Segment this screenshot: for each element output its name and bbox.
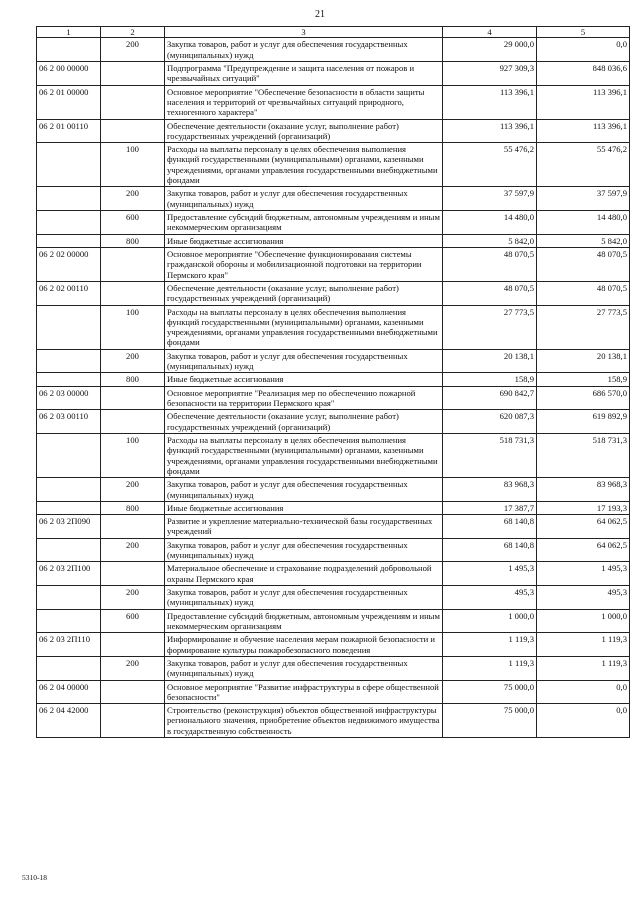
amount-col5: 158,9 bbox=[537, 373, 630, 386]
amount-col4: 927 309,3 bbox=[443, 61, 537, 85]
expense-type-code bbox=[101, 515, 165, 539]
table-row bbox=[37, 656, 630, 680]
expense-name: Закупка товаров, работ и услуг для обеспечения государственных (муниципальных) нужд bbox=[165, 38, 443, 62]
table-row bbox=[37, 501, 630, 514]
expense-type-code bbox=[101, 61, 165, 85]
target-article-code: 06 2 03 00110 bbox=[37, 410, 101, 434]
expense-name: Иные бюджетные ассигнования bbox=[165, 234, 443, 247]
amount-col5: 5 842,0 bbox=[537, 234, 630, 247]
amount-col4: 1 495,3 bbox=[443, 562, 537, 586]
table-row bbox=[37, 704, 630, 738]
expense-name: Закупка товаров, работ и услуг для обеспечения государственных (муниципальных) нужд bbox=[165, 478, 443, 502]
expense-name: Предоставление субсидий бюджетным, автономным учреждениям и иным некоммерческим организациям bbox=[165, 211, 443, 235]
amount-col4: 75 000,0 bbox=[443, 680, 537, 704]
expense-name: Закупка товаров, работ и услуг для обеспечения государственных (муниципальных) нужд bbox=[165, 586, 443, 610]
table-row bbox=[37, 85, 630, 119]
amount-col4: 68 140,8 bbox=[443, 515, 537, 539]
target-article-code bbox=[37, 478, 101, 502]
amount-col5: 55 476,2 bbox=[537, 143, 630, 187]
expense-type-code: 100 bbox=[101, 143, 165, 187]
amount-col4: 75 000,0 bbox=[443, 704, 537, 738]
table-row bbox=[37, 562, 630, 586]
target-article-code bbox=[37, 349, 101, 373]
amount-col5: 1 000,0 bbox=[537, 609, 630, 633]
amount-col4: 68 140,8 bbox=[443, 538, 537, 562]
expense-type-code bbox=[101, 281, 165, 305]
target-article-code: 06 2 00 00000 bbox=[37, 61, 101, 85]
expense-name: Закупка товаров, работ и услуг для обеспечения государственных (муниципальных) нужд bbox=[165, 187, 443, 211]
target-article-code bbox=[37, 433, 101, 477]
table-row bbox=[37, 586, 630, 610]
target-article-code: 06 2 03 2П100 bbox=[37, 562, 101, 586]
expense-type-code bbox=[101, 633, 165, 657]
table-row bbox=[37, 143, 630, 187]
expense-type-code: 100 bbox=[101, 433, 165, 477]
target-article-code: 06 2 02 00000 bbox=[37, 247, 101, 281]
target-article-code bbox=[37, 38, 101, 62]
table-row bbox=[37, 61, 630, 85]
table-row bbox=[37, 234, 630, 247]
table-row bbox=[37, 373, 630, 386]
amount-col5: 848 036,6 bbox=[537, 61, 630, 85]
table-row bbox=[37, 187, 630, 211]
amount-col4: 495,3 bbox=[443, 586, 537, 610]
expense-type-code: 200 bbox=[101, 187, 165, 211]
expense-name: Расходы на выплаты персоналу в целях обеспечения выполнения функций государственными (муниципальными) органами, казенными учреждениями, органами управления государственными внебюджетными фондами bbox=[165, 433, 443, 477]
target-article-code bbox=[37, 656, 101, 680]
expense-name: Расходы на выплаты персоналу в целях обеспечения выполнения функций государственными (муниципальными) органами, казенными учреждениями, органами управления государственными внебюджетными фондами bbox=[165, 143, 443, 187]
target-article-code bbox=[37, 143, 101, 187]
amount-col4: 20 138,1 bbox=[443, 349, 537, 373]
expense-name: Основное мероприятие "Обеспечение безопасности в области защиты населения и территорий от чрезвычайных ситуаций природного, техногенного характера" bbox=[165, 85, 443, 119]
amount-col4: 14 480,0 bbox=[443, 211, 537, 235]
target-article-code bbox=[37, 373, 101, 386]
target-article-code bbox=[37, 586, 101, 610]
target-article-code: 06 2 04 00000 bbox=[37, 680, 101, 704]
amount-col4: 37 597,9 bbox=[443, 187, 537, 211]
amount-col4: 690 842,7 bbox=[443, 386, 537, 410]
expense-type-code: 200 bbox=[101, 38, 165, 62]
table-row bbox=[37, 38, 630, 62]
expense-name: Обеспечение деятельности (оказание услуг, выполнение работ) государственных учреждений (организаций) bbox=[165, 281, 443, 305]
amount-col5: 17 193,3 bbox=[537, 501, 630, 514]
budget-table bbox=[36, 26, 630, 738]
amount-col4: 113 396,1 bbox=[443, 85, 537, 119]
column-header: 1 bbox=[37, 27, 101, 38]
amount-col5: 27 773,5 bbox=[537, 305, 630, 349]
amount-col5: 619 892,9 bbox=[537, 410, 630, 434]
expense-name: Информирование и обучение населения мерам пожарной безопасности и формирование культуры пожаробезопасного поведения bbox=[165, 633, 443, 657]
amount-col4: 83 968,3 bbox=[443, 478, 537, 502]
amount-col4: 48 070,5 bbox=[443, 281, 537, 305]
expense-type-code bbox=[101, 119, 165, 143]
expense-type-code: 800 bbox=[101, 373, 165, 386]
table-row bbox=[37, 538, 630, 562]
target-article-code bbox=[37, 187, 101, 211]
amount-col5: 48 070,5 bbox=[537, 247, 630, 281]
amount-col5: 113 396,1 bbox=[537, 119, 630, 143]
expense-type-code bbox=[101, 562, 165, 586]
amount-col4: 1 119,3 bbox=[443, 633, 537, 657]
expense-name: Иные бюджетные ассигнования bbox=[165, 373, 443, 386]
table-row bbox=[37, 281, 630, 305]
target-article-code: 06 2 04 42000 bbox=[37, 704, 101, 738]
amount-col5: 1 119,3 bbox=[537, 633, 630, 657]
amount-col5: 14 480,0 bbox=[537, 211, 630, 235]
expense-type-code: 200 bbox=[101, 349, 165, 373]
amount-col5: 64 062,5 bbox=[537, 515, 630, 539]
amount-col5: 1 495,3 bbox=[537, 562, 630, 586]
amount-col5: 686 570,0 bbox=[537, 386, 630, 410]
expense-name: Расходы на выплаты персоналу в целях обеспечения выполнения функций государственными (муниципальными) органами, казенными учреждениями, органами управления государственными внебюджетными фондами bbox=[165, 305, 443, 349]
expense-type-code: 200 bbox=[101, 478, 165, 502]
table-row bbox=[37, 433, 630, 477]
expense-type-code bbox=[101, 410, 165, 434]
target-article-code: 06 2 03 00000 bbox=[37, 386, 101, 410]
amount-col5: 1 119,3 bbox=[537, 656, 630, 680]
amount-col5: 0,0 bbox=[537, 38, 630, 62]
table-row bbox=[37, 211, 630, 235]
expense-type-code: 600 bbox=[101, 609, 165, 633]
expense-type-code bbox=[101, 85, 165, 119]
expense-type-code: 100 bbox=[101, 305, 165, 349]
expense-type-code: 200 bbox=[101, 538, 165, 562]
expense-type-code bbox=[101, 680, 165, 704]
table-row bbox=[37, 349, 630, 373]
target-article-code: 06 2 01 00110 bbox=[37, 119, 101, 143]
expense-type-code: 200 bbox=[101, 586, 165, 610]
target-article-code bbox=[37, 211, 101, 235]
amount-col5: 83 968,3 bbox=[537, 478, 630, 502]
amount-col5: 495,3 bbox=[537, 586, 630, 610]
amount-col5: 0,0 bbox=[537, 680, 630, 704]
column-header: 4 bbox=[443, 27, 537, 38]
expense-name: Строительство (реконструкция) объектов общественной инфраструктуры регионального значения, приобретение объектов недвижимого имущества в государственную собственность bbox=[165, 704, 443, 738]
amount-col4: 620 087,3 bbox=[443, 410, 537, 434]
expense-type-code bbox=[101, 247, 165, 281]
expense-type-code: 800 bbox=[101, 501, 165, 514]
amount-col4: 55 476,2 bbox=[443, 143, 537, 187]
table-row bbox=[37, 515, 630, 539]
amount-col5: 37 597,9 bbox=[537, 187, 630, 211]
amount-col4: 48 070,5 bbox=[443, 247, 537, 281]
target-article-code bbox=[37, 501, 101, 514]
amount-col4: 17 387,7 bbox=[443, 501, 537, 514]
expense-name: Основное мероприятие "Обеспечение функционирования системы гражданской обороны и мобилизационной подготовки на территории Пермского края" bbox=[165, 247, 443, 281]
expense-type-code bbox=[101, 704, 165, 738]
amount-col4: 5 842,0 bbox=[443, 234, 537, 247]
table-row bbox=[37, 478, 630, 502]
expense-name: Предоставление субсидий бюджетным, автономным учреждениям и иным некоммерческим организациям bbox=[165, 609, 443, 633]
amount-col5: 48 070,5 bbox=[537, 281, 630, 305]
target-article-code: 06 2 02 00110 bbox=[37, 281, 101, 305]
amount-col5: 113 396,1 bbox=[537, 85, 630, 119]
document-code: 5310-18 bbox=[22, 873, 47, 882]
table-row bbox=[37, 410, 630, 434]
amount-col4: 113 396,1 bbox=[443, 119, 537, 143]
table-row bbox=[37, 609, 630, 633]
table-row bbox=[37, 247, 630, 281]
amount-col5: 0,0 bbox=[537, 704, 630, 738]
expense-name: Закупка товаров, работ и услуг для обеспечения государственных (муниципальных) нужд bbox=[165, 538, 443, 562]
column-header: 5 bbox=[537, 27, 630, 38]
expense-name: Подпрограмма "Предупреждение и защита населения от пожаров и чрезвычайных ситуаций" bbox=[165, 61, 443, 85]
expense-name: Основное мероприятие "Развитие инфраструктуры в сфере общественной безопасности" bbox=[165, 680, 443, 704]
target-article-code: 06 2 03 2П090 bbox=[37, 515, 101, 539]
target-article-code: 06 2 03 2П110 bbox=[37, 633, 101, 657]
target-article-code bbox=[37, 609, 101, 633]
target-article-code bbox=[37, 234, 101, 247]
amount-col4: 1 119,3 bbox=[443, 656, 537, 680]
expense-name: Закупка товаров, работ и услуг для обеспечения государственных (муниципальных) нужд bbox=[165, 349, 443, 373]
target-article-code bbox=[37, 305, 101, 349]
expense-name: Материальное обеспечение и страхование подразделений добровольной охраны Пермского края bbox=[165, 562, 443, 586]
amount-col5: 64 062,5 bbox=[537, 538, 630, 562]
target-article-code: 06 2 01 00000 bbox=[37, 85, 101, 119]
expense-name: Обеспечение деятельности (оказание услуг, выполнение работ) государственных учреждений (организаций) bbox=[165, 119, 443, 143]
amount-col4: 29 000,0 bbox=[443, 38, 537, 62]
expense-type-code: 800 bbox=[101, 234, 165, 247]
expense-name: Иные бюджетные ассигнования bbox=[165, 501, 443, 514]
expense-type-code bbox=[101, 386, 165, 410]
table-row bbox=[37, 633, 630, 657]
expense-name: Обеспечение деятельности (оказание услуг, выполнение работ) государственных учреждений (организаций) bbox=[165, 410, 443, 434]
amount-col4: 1 000,0 bbox=[443, 609, 537, 633]
expense-name: Развитие и укрепление материально-технической базы государственных учреждений bbox=[165, 515, 443, 539]
amount-col5: 518 731,3 bbox=[537, 433, 630, 477]
expense-name: Основное мероприятие "Реализация мер по обеспечению пожарной безопасности на территории Пермского края" bbox=[165, 386, 443, 410]
table-row bbox=[37, 680, 630, 704]
table-header-row bbox=[37, 27, 630, 38]
amount-col4: 27 773,5 bbox=[443, 305, 537, 349]
expense-type-code: 600 bbox=[101, 211, 165, 235]
table-row bbox=[37, 119, 630, 143]
expense-name: Закупка товаров, работ и услуг для обеспечения государственных (муниципальных) нужд bbox=[165, 656, 443, 680]
amount-col4: 158,9 bbox=[443, 373, 537, 386]
page-number: 21 bbox=[315, 9, 325, 20]
column-header: 3 bbox=[165, 27, 443, 38]
amount-col4: 518 731,3 bbox=[443, 433, 537, 477]
column-header: 2 bbox=[101, 27, 165, 38]
amount-col5: 20 138,1 bbox=[537, 349, 630, 373]
target-article-code bbox=[37, 538, 101, 562]
expense-type-code: 200 bbox=[101, 656, 165, 680]
table-row bbox=[37, 386, 630, 410]
table-row bbox=[37, 305, 630, 349]
